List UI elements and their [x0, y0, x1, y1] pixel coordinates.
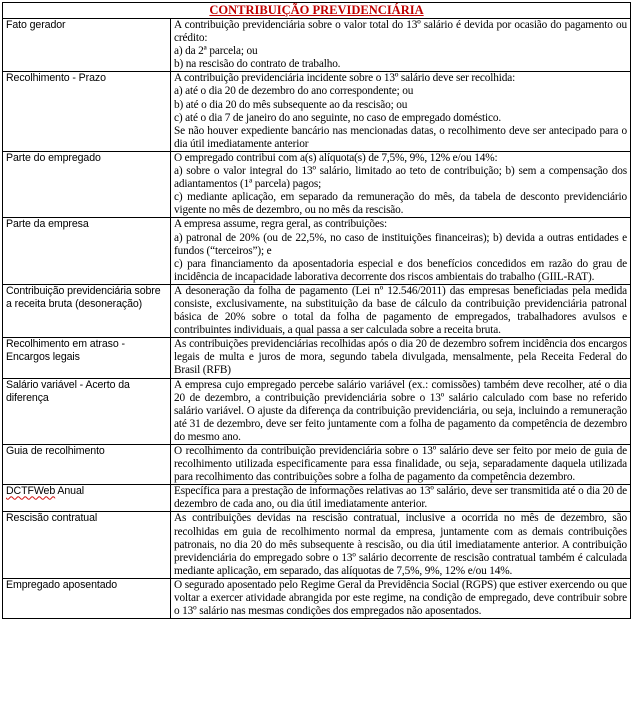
row-label-recolhimento-atraso: Recolhimento em atraso - Encargos legais: [3, 338, 171, 378]
table-row: [3, 578, 631, 618]
row-content-parte-empresa: [171, 218, 631, 284]
row-label-empregado-aposentado: Empregado aposentado: [3, 578, 171, 618]
content-line: O segurado aposentado pelo Regime Geral da Previdência Social (RGPS) que estiver exercendo ou que voltar a exercer atividade abrangida por este regime, na condição de empregado, deve contribuir sobre o 13º salário nas mesmas condições dos empregados não aposentados.: [174, 578, 628, 618]
row-label-parte-empregado: Parte do empregado: [3, 151, 171, 217]
row-content-desoneracao: [171, 284, 631, 337]
table-title: CONTRIBUIÇÃO PREVIDENCIÁRIA: [3, 3, 631, 19]
content-line: As contribuições previdenciárias recolhidas após o dia 20 de dezembro sofrem incidência dos encargos legais de multa e juros de mora, segundo tabela divulgada, mensalmente, pela Receita Federal do Brasil (RFB): [174, 338, 628, 377]
row-content-fato-gerador: [171, 19, 631, 72]
content-line: c) para financiamento da aposentadoria especial e dos benefícios concedidos em razão do grau de incidência de incapacidade laborativa decorrente dos riscos ambientais do trabalho (GIIL-RAT).: [174, 257, 628, 283]
row-content-recolhimento-prazo: [171, 72, 631, 152]
row-label-suffix: Anual: [55, 485, 84, 498]
content-line: c) mediante aplicação, em separado da remuneração do mês, da tabela de desconto previdenciário vigente no mês de dezembro, ou no mês da rescisão.: [174, 191, 628, 217]
content-line: Específica para a prestação de informações relativas ao 13º salário, deve ser transmitida até o dia 20 de dezembro de cada ano, ou dia útil imediatamente anterior.: [174, 485, 628, 511]
content-line: a) até o dia 20 de dezembro do ano correspondente; ou: [174, 85, 414, 98]
content-line: b) até o dia 20 do mês subsequente ao da rescisão; ou: [174, 98, 408, 111]
table-row: [3, 151, 631, 217]
table-row: [3, 218, 631, 284]
row-label-fato-gerador: Fato gerador: [3, 19, 171, 72]
row-label-recolhimento-prazo: Recolhimento - Prazo: [3, 72, 171, 152]
content-line: A contribuição previdenciária incidente sobre o 13º salário deve ser recolhida:: [174, 72, 516, 85]
table-row: [3, 445, 631, 485]
row-content-recolhimento-atraso: [171, 338, 631, 378]
content-line: O recolhimento da contribuição previdenciária sobre o 13º salário deve ser feito por meio de guia de recolhimento utilizada especificamente para essa finalidade, ou seja, separadamente daquela utilizada para recolhimento das contribuições sobre a folha de pagamento da competência dezembro.: [174, 445, 628, 484]
row-content-empregado-aposentado: [171, 578, 631, 618]
row-label-desoneracao: Contribuição previdenciária sobre a receita bruta (desoneração): [3, 284, 171, 337]
table-row: [3, 338, 631, 378]
table-row: [3, 485, 631, 512]
row-content-salario-variavel: [171, 378, 631, 444]
row-content-guia-recolhimento: [171, 445, 631, 485]
content-line: a) da 2ª parcela; ou: [174, 45, 258, 58]
table-row: [3, 284, 631, 337]
table-header-row: [3, 3, 631, 19]
content-line: As contribuições devidas na rescisão contratual, inclusive a ocorrida no mês de dezembro, são recolhidas em guia de recolhimento normal da empresa, juntamente com as demais contribuições patronais, no dia 20 do mês subsequente à rescisão, ou dia útil imediatamente anterior. A contribuição previdenciária do empregado sobre o 13º salário decorrente de rescisão contratual também é calculada mediante aplicação, em separado, das alíquotas de 7,5%, 9%, 12% e/ou 14%.: [174, 512, 628, 577]
content-line: A empresa assume, regra geral, as contribuições:: [174, 218, 388, 231]
content-line: a) patronal de 20% (ou de 22,5%, no caso de instituições financeiras); b) devida a outras entidades e fundos (“terceiros”); e: [174, 231, 628, 257]
content-line: A empresa cujo empregado percebe salário variável (ex.: comissões) também deve recolher, até o dia 20 de dezembro, a contribuição previdenciária sobre o 13º salário calculado com base no referido salário variável. O ajuste da diferença da contribuição previdenciária, ou seja, incluindo a remuneração até 31 de dezembro, deve ser feito juntamente com a folha de pagamento da competência de dezembro do mesmo ano.: [174, 378, 628, 443]
table-row: [3, 19, 631, 72]
row-label-parte-empresa: Parte da empresa: [3, 218, 171, 284]
row-label-salario-variavel: Salário variável - Acerto da diferença: [3, 378, 171, 444]
content-line: a) sobre o valor integral do 13º salário, limitado ao teto de contribuição; b) sem a compensação dos adiantamentos (1ª parcela) pagos;: [174, 165, 628, 191]
row-label-dctfweb-anual: [3, 485, 171, 512]
row-content-dctfweb-anual: [171, 485, 631, 512]
table-row: [3, 512, 631, 578]
content-line: A desoneração da folha de pagamento (Lei nº 12.546/2011) das empresas beneficiadas pela medida consiste, exclusivamente, na substituição da base de cálculo da contribuição previdenciária patronal básica de 20% sobre o total da folha de pagamento de empregados, trabalhadores avulsos e contribuintes individuais, a qual passa a ser calculada sobre a receita bruta.: [174, 284, 628, 337]
table-row: [3, 378, 631, 444]
row-label-rescisao-contratual: Rescisão contratual: [3, 512, 171, 578]
contribution-table: [2, 2, 631, 619]
row-content-rescisao-contratual: [171, 512, 631, 578]
content-line: Se não houver expediente bancário nas mencionadas datas, o recolhimento deve ser antecipado para o dia útil imediatamente anterior: [174, 124, 628, 150]
content-line: A contribuição previdenciária sobre o valor total do 13º salário é devida por ocasião do pagamento ou crédito:: [174, 19, 628, 45]
row-label-guia-recolhimento: Guia de recolhimento: [3, 445, 171, 485]
content-line: O empregado contribui com a(s) alíquota(s) de 7,5%, 9%, 12% e/ou 14%:: [174, 151, 498, 164]
table-row: [3, 72, 631, 152]
content-line: c) até o dia 7 de janeiro do ano seguinte, no caso de empregado doméstico.: [174, 111, 502, 124]
spellcheck-marked-word: DCTFWeb: [6, 485, 56, 498]
row-content-parte-empregado: [171, 151, 631, 217]
content-line: b) na rescisão do contrato de trabalho.: [174, 58, 341, 71]
